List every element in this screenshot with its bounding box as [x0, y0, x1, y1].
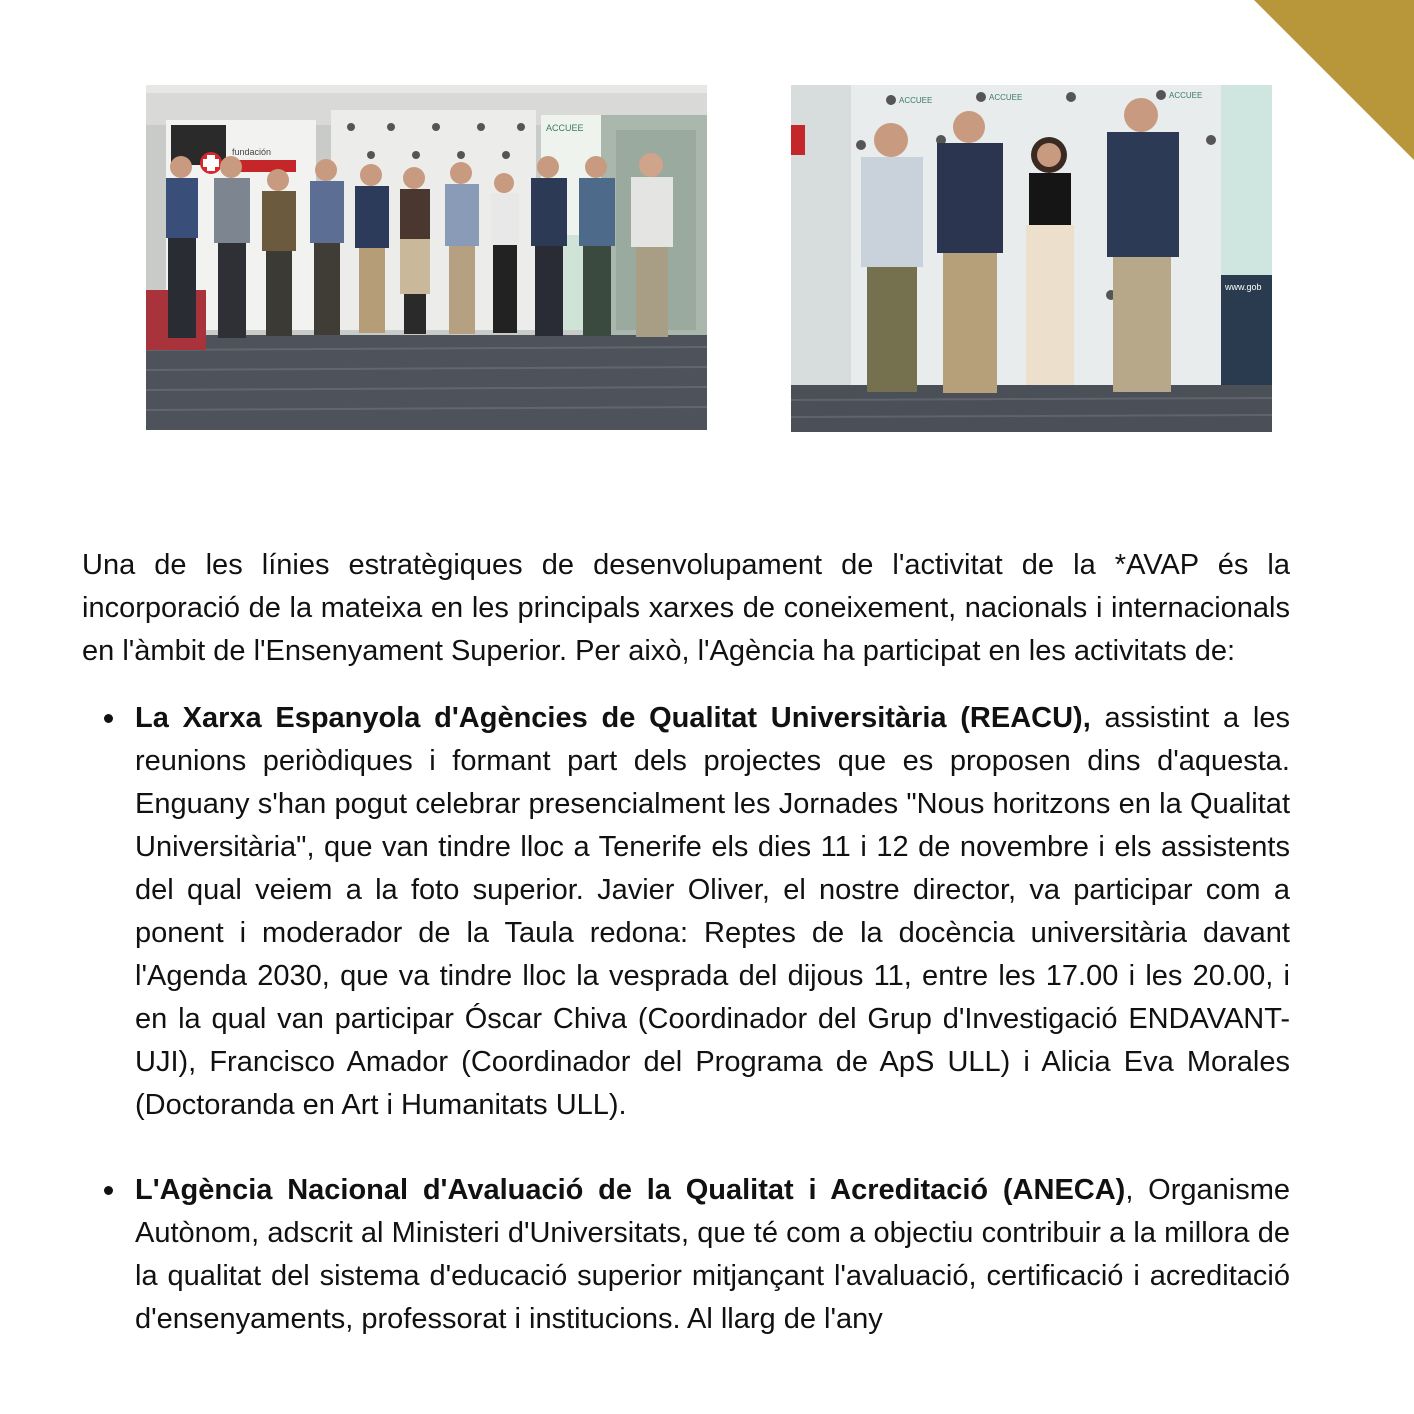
group-photo — [146, 85, 707, 430]
banner-text-fundacion: fundación — [232, 147, 272, 157]
banner-text-accuee: ACCUEE — [899, 96, 933, 105]
bullet-icon — [104, 1186, 113, 1195]
list-item — [135, 697, 1290, 1127]
list-item-text: assistint a les reunions periòdiques i formant part dels projectes que es proposen dins d'aquesta. Enguany s'han pogut celebrar presencialment les Jornades "Nous horitzons en la Qualitat Universitària", que van tindre lloc a Tenerife els dies 11 i 12 de novembre i els assistents del qual veiem a la foto superior. Javier Oliver, el nostre director, va participar com a ponent i moderador de la Taula redona: Reptes de la docència universitària davant l'Agenda 2030, que va tindre lloc la vesprada del dijous 11, entre les 17.00 i les 20.00, i en la qual van participar Óscar Chiva (Coordinador del Grup d'Investigació ENDAVANT- UJI), Francisco Amador (Coordinador del Programa de ApS ULL) i Alicia Eva Morales (Doctoranda en Art i Humanitats ULL). — [135, 702, 1290, 1121]
four-people-photo — [791, 85, 1272, 432]
list-item-title: La Xarxa Espanyola d'Agències de Qualitat Universitària (REACU), — [135, 702, 1091, 734]
activities-list — [82, 697, 1290, 1341]
banner-text-accuee: ACCUEE — [1169, 91, 1203, 100]
corner-decoration — [1254, 0, 1414, 160]
banner-text-accuee: ACCUEE — [989, 93, 1023, 102]
bullet-icon — [104, 714, 113, 723]
list-item-title: L'Agència Nacional d'Avaluació de la Qualitat i Acreditació (ANECA) — [135, 1174, 1126, 1206]
list-item — [135, 1169, 1290, 1341]
intro-paragraph: Una de les línies estratègiques de desenvolupament de l'activitat de la *AVAP és la incorporació de la mateixa en les principals xarxes de coneixement, nacionals i internacionals en l'àmbit de l'Ensenyament Superior. Per això, l'Agència ha participat en les activitats de: — [82, 549, 1290, 667]
banner-text-accuee: ACCUEE — [546, 123, 584, 133]
list-item-text: , Organisme Autònom, adscrit al Ministeri d'Universitats, que té com a objectiu contribuir a la millora de la qualitat del sistema d'educació superior mitjançant l'avaluació, certificació i acreditació d'ensenyaments, professorat i institucions. Al llarg de l'any — [135, 1174, 1290, 1335]
main-content — [82, 544, 1290, 1383]
banner-text-gob: www.gob — [1225, 282, 1262, 292]
